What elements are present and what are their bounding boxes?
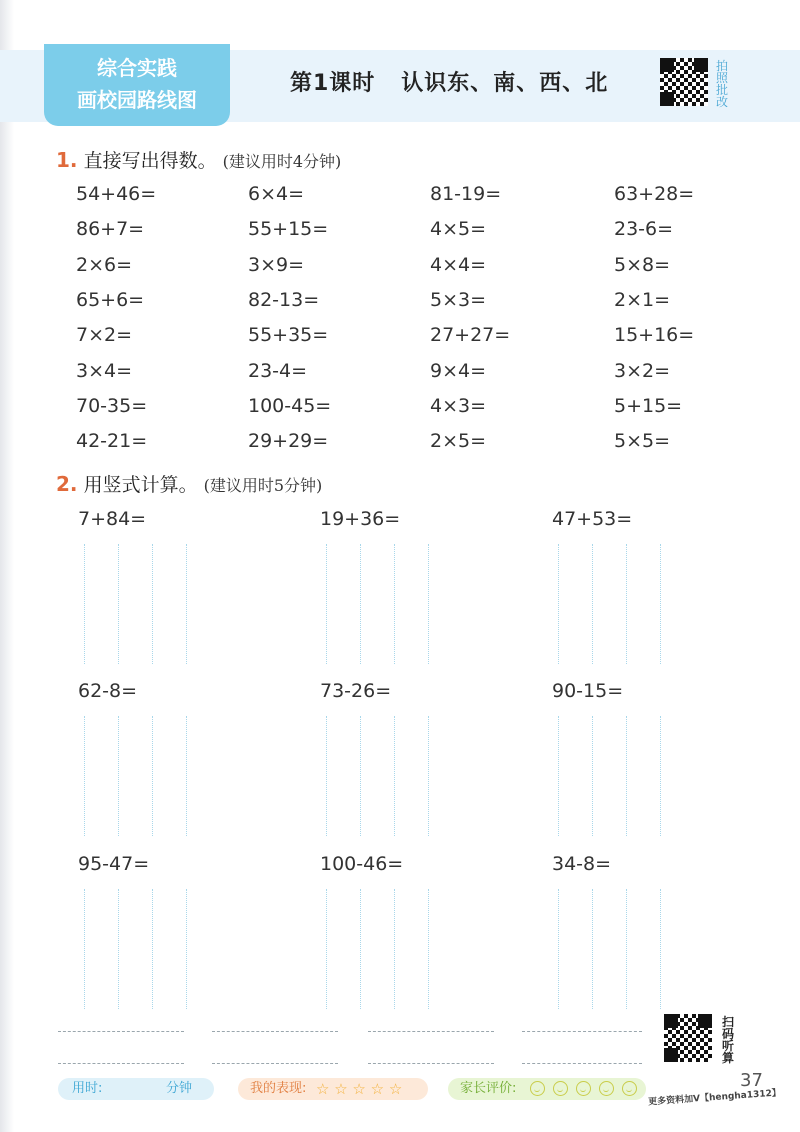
mental-math-problem: 5×3= (430, 288, 487, 311)
vertical-calc-problem: 90-15= (552, 680, 624, 702)
work-guide-line (152, 544, 153, 664)
answer-line[interactable] (212, 1031, 338, 1032)
work-guide-line (660, 716, 661, 836)
work-guide-line (186, 716, 187, 836)
parent-label: 家长评价: (460, 1081, 517, 1096)
mental-math-problem: 81-19= (430, 183, 502, 205)
qr-bottom-caption: 扫码听算 (722, 1015, 735, 1065)
time-label: 用时: (72, 1081, 103, 1096)
smiley-icon[interactable] (553, 1081, 568, 1096)
section2-number: 2. (56, 472, 78, 496)
section2-title: 用竖式计算。 (83, 474, 198, 496)
mental-math-problem: 2×6= (76, 253, 133, 276)
mental-math-problem: 100-45= (248, 394, 332, 417)
smiley-icon[interactable] (622, 1081, 637, 1096)
section1-number: 1. (56, 148, 78, 172)
work-guide-line (558, 544, 559, 664)
work-guide-line (360, 544, 361, 664)
answer-line[interactable] (58, 1031, 184, 1032)
smiley-icon[interactable] (576, 1081, 591, 1096)
work-guide-line (394, 544, 395, 664)
qr-code-icon[interactable] (660, 58, 708, 106)
mental-math-problem: 6×4= (248, 183, 305, 205)
smiley-icon[interactable] (599, 1081, 614, 1096)
vertical-calc-problem: 100-46= (320, 853, 404, 875)
work-guide-line (558, 716, 559, 836)
vertical-calc-problem: 62-8= (78, 680, 138, 702)
work-guide-line (186, 889, 187, 1009)
work-guide-line (118, 889, 119, 1009)
mental-math-problem: 15+16= (614, 324, 695, 347)
vertical-calc-problem: 19+36= (320, 508, 401, 530)
answer-line[interactable] (368, 1063, 494, 1064)
page-edge-shadow (0, 0, 14, 1132)
work-guide-line (626, 716, 627, 836)
mental-math-problem: 63+28= (614, 183, 695, 205)
unit-tab (44, 44, 230, 126)
work-guide-line (326, 544, 327, 664)
mental-math-problem: 3×2= (614, 359, 671, 382)
work-guide-line (152, 889, 153, 1009)
performance-label: 我的表现: (250, 1081, 307, 1096)
work-guide-line (326, 716, 327, 836)
work-guide-line (360, 716, 361, 836)
qr-top-caption: 拍照批改 (716, 59, 729, 109)
work-guide-line (118, 544, 119, 664)
answer-line[interactable] (58, 1063, 184, 1064)
vertical-calc-problem: 34-8= (552, 853, 612, 875)
mental-math-problem: 27+27= (430, 324, 511, 347)
performance-box (238, 1078, 428, 1100)
mental-math-problem: 3×9= (248, 253, 305, 276)
work-guide-line (592, 544, 593, 664)
mental-math-problem: 42-21= (76, 430, 148, 453)
answer-line[interactable] (522, 1031, 642, 1032)
time-unit: 分钟 (166, 1081, 193, 1096)
mental-math-problem: 55+35= (248, 324, 329, 347)
mental-math-problem: 5×8= (614, 253, 671, 276)
mental-math-problem: 23-6= (614, 218, 674, 241)
mental-math-problem: 5+15= (614, 394, 683, 417)
work-guide-line (84, 889, 85, 1009)
section2-heading (56, 470, 322, 497)
work-guide-line (592, 716, 593, 836)
work-guide-line (626, 544, 627, 664)
work-guide-line (84, 544, 85, 664)
vertical-calc-problem: 7+84= (78, 508, 147, 530)
watermark-text: 更多资料加V【hengha1312】 (647, 1088, 782, 1108)
work-guide-line (428, 716, 429, 836)
section1-title: 直接写出得数。 (83, 150, 217, 172)
unit-tab-line1: 综合实践 (97, 56, 177, 80)
answer-line[interactable] (522, 1063, 642, 1064)
lesson-title: 第1课时 认识东、南、西、北 (290, 71, 609, 96)
mental-math-problem: 55+15= (248, 218, 329, 241)
listen-qr-icon[interactable] (664, 1014, 712, 1062)
work-guide-line (592, 889, 593, 1009)
mental-math-problem: 54+46= (76, 183, 157, 205)
work-guide-line (394, 716, 395, 836)
work-guide-line (394, 889, 395, 1009)
work-guide-line (660, 889, 661, 1009)
section1-heading (56, 146, 341, 173)
mental-math-problem: 5×5= (614, 430, 671, 453)
mental-math-problem: 29+29= (248, 430, 329, 453)
mental-math-problem: 70-35= (76, 394, 148, 417)
work-guide-line (660, 544, 661, 664)
smiley-rating[interactable] (522, 1078, 637, 1100)
mental-math-problem: 9×4= (430, 359, 487, 382)
vertical-calc-problem: 95-47= (78, 853, 150, 875)
unit-tab-line2: 画校园路线图 (77, 88, 197, 112)
mental-math-problem: 82-13= (248, 288, 320, 311)
work-guide-line (152, 716, 153, 836)
star-rating[interactable]: ☆ ☆ ☆ ☆ ☆ (316, 1080, 403, 1098)
parent-review-box (448, 1078, 646, 1100)
work-guide-line (186, 544, 187, 664)
mental-math-problem: 2×5= (430, 430, 487, 453)
mental-math-problem: 4×4= (430, 253, 487, 276)
work-guide-line (326, 889, 327, 1009)
answer-line[interactable] (368, 1031, 494, 1032)
work-guide-line (360, 889, 361, 1009)
work-guide-line (118, 716, 119, 836)
mental-math-problem: 7×2= (76, 324, 133, 347)
work-guide-line (84, 716, 85, 836)
work-guide-line (626, 889, 627, 1009)
page-number: 37 (740, 1070, 763, 1091)
mental-math-problem: 4×3= (430, 394, 487, 417)
work-guide-line (428, 544, 429, 664)
smiley-icon[interactable] (530, 1081, 545, 1096)
section2-hint: (建议用时5分钟) (203, 476, 323, 495)
mental-math-problem: 4×5= (430, 218, 487, 241)
mental-math-problem: 65+6= (76, 288, 145, 311)
section1-hint: (建议用时4分钟) (222, 152, 342, 171)
mental-math-problem: 23-4= (248, 359, 308, 382)
mental-math-problem: 2×1= (614, 288, 671, 311)
answer-line[interactable] (212, 1063, 338, 1064)
vertical-calc-problem: 73-26= (320, 680, 392, 702)
vertical-calc-problem: 47+53= (552, 508, 633, 530)
time-used-box[interactable] (58, 1078, 214, 1100)
work-guide-line (558, 889, 559, 1009)
work-guide-line (428, 889, 429, 1009)
mental-math-problem: 86+7= (76, 218, 145, 241)
mental-math-problem: 3×4= (76, 359, 133, 382)
